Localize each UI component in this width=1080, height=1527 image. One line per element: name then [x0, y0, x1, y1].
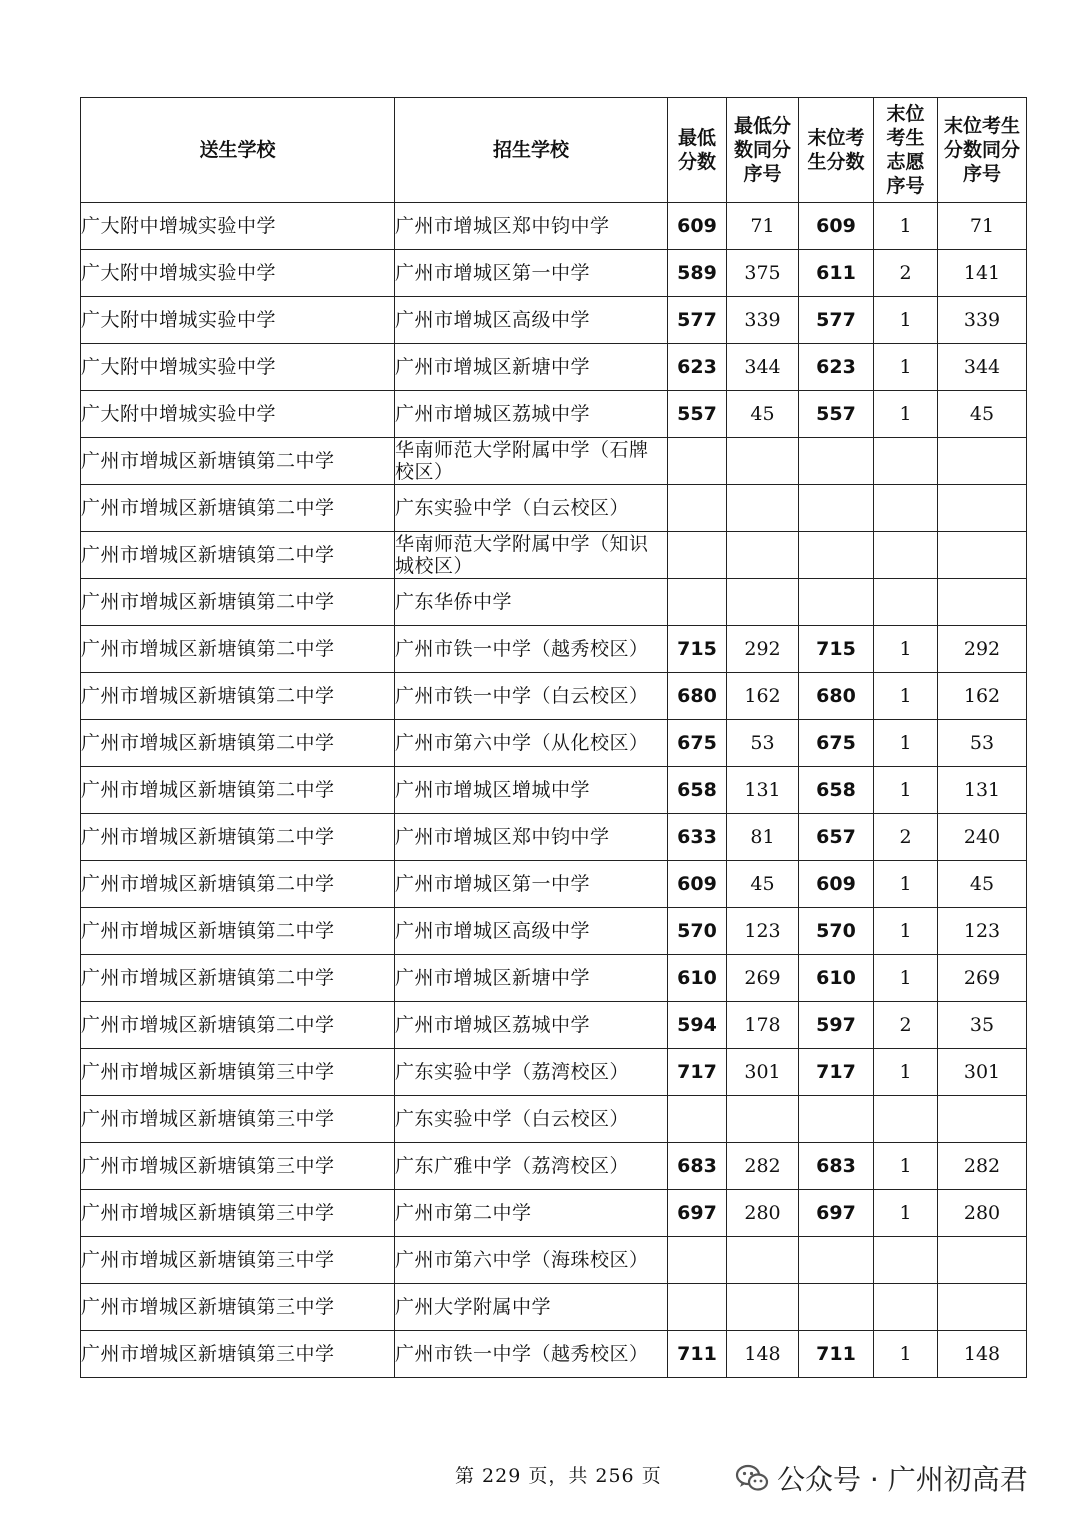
sender-school-cell: 广州市增城区新塘镇第三中学 [81, 1049, 395, 1096]
min-score-cell [668, 1096, 727, 1143]
last-score-rank-cell: 45 [938, 391, 1027, 438]
last-wish-order-cell: 1 [874, 1049, 938, 1096]
last-score-cell: 597 [799, 1002, 874, 1049]
last-wish-order-cell: 1 [874, 1190, 938, 1237]
min-score-rank-cell: 123 [727, 908, 799, 955]
sender-school-cell: 广州市增城区新塘镇第二中学 [81, 438, 395, 485]
recruiting-school-cell: 广州市铁一中学（白云校区） [395, 673, 668, 720]
last-score-rank-cell [938, 579, 1027, 626]
min-score-rank-cell: 162 [727, 673, 799, 720]
last-score-rank-cell: 53 [938, 720, 1027, 767]
sender-school-cell: 广大附中增城实验中学 [81, 203, 395, 250]
sender-school-cell: 广大附中增城实验中学 [81, 297, 395, 344]
sender-school-cell: 广州市增城区新塘镇第二中学 [81, 579, 395, 626]
header-sender-school: 送生学校 [81, 98, 395, 203]
table-row [81, 1284, 1027, 1331]
last-wish-order-cell: 1 [874, 344, 938, 391]
min-score-rank-cell: 269 [727, 955, 799, 1002]
min-score-cell: 609 [668, 861, 727, 908]
header-last-wish-order: 末位 考生 志愿 序号 [874, 98, 938, 203]
last-score-rank-cell: 148 [938, 1331, 1027, 1378]
min-score-cell [668, 579, 727, 626]
recruiting-school-cell: 广州市增城区增城中学 [395, 767, 668, 814]
header-last-score: 末位考 生分数 [799, 98, 874, 203]
min-score-rank-cell: 339 [727, 297, 799, 344]
min-score-cell: 711 [668, 1331, 727, 1378]
last-score-cell: 711 [799, 1331, 874, 1378]
table-row [81, 297, 1027, 344]
min-score-rank-cell [727, 1096, 799, 1143]
table-row [81, 1049, 1027, 1096]
last-wish-order-cell [874, 579, 938, 626]
min-score-rank-cell: 81 [727, 814, 799, 861]
last-wish-order-cell: 2 [874, 250, 938, 297]
sender-school-cell: 广州市增城区新塘镇第三中学 [81, 1096, 395, 1143]
last-score-cell: 697 [799, 1190, 874, 1237]
sender-school-cell: 广州市增城区新塘镇第二中学 [81, 626, 395, 673]
last-score-cell [799, 485, 874, 532]
sender-school-cell: 广州市增城区新塘镇第二中学 [81, 720, 395, 767]
min-score-rank-cell [727, 1237, 799, 1284]
last-score-cell: 683 [799, 1143, 874, 1190]
table-row [81, 1143, 1027, 1190]
last-wish-order-cell: 1 [874, 720, 938, 767]
recruiting-school-cell: 广州市第六中学（从化校区） [395, 720, 668, 767]
recruiting-school-cell: 广东实验中学（荔湾校区） [395, 1049, 668, 1096]
min-score-cell: 609 [668, 203, 727, 250]
last-score-cell: 609 [799, 203, 874, 250]
min-score-rank-cell: 53 [727, 720, 799, 767]
table-row [81, 1096, 1027, 1143]
table-row [81, 438, 1027, 485]
recruiting-school-cell: 广州大学附属中学 [395, 1284, 668, 1331]
table-row [81, 203, 1027, 250]
sender-school-cell: 广州市增城区新塘镇第三中学 [81, 1284, 395, 1331]
last-score-cell [799, 1096, 874, 1143]
last-score-rank-cell: 131 [938, 767, 1027, 814]
min-score-cell [668, 1284, 727, 1331]
min-score-rank-cell: 45 [727, 861, 799, 908]
sender-school-cell: 广州市增城区新塘镇第二中学 [81, 485, 395, 532]
recruiting-school-cell: 广州市第六中学（海珠校区） [395, 1237, 668, 1284]
table-row [81, 1002, 1027, 1049]
last-score-cell: 557 [799, 391, 874, 438]
table-row [81, 485, 1027, 532]
last-score-rank-cell [938, 438, 1027, 485]
last-wish-order-cell [874, 532, 938, 579]
last-score-cell [799, 1237, 874, 1284]
last-wish-order-cell: 1 [874, 203, 938, 250]
last-wish-order-cell: 1 [874, 626, 938, 673]
table-row [81, 767, 1027, 814]
wechat-icon [735, 1461, 769, 1495]
sender-school-cell: 广州市增城区新塘镇第二中学 [81, 673, 395, 720]
last-wish-order-cell: 1 [874, 861, 938, 908]
last-score-rank-cell: 45 [938, 861, 1027, 908]
last-score-rank-cell [938, 532, 1027, 579]
last-wish-order-cell: 1 [874, 673, 938, 720]
header-last-score-rank: 末位考生 分数同分 序号 [938, 98, 1027, 203]
recruiting-school-cell: 广州市增城区第一中学 [395, 861, 668, 908]
min-score-cell [668, 532, 727, 579]
sender-school-cell: 广州市增城区新塘镇第三中学 [81, 1331, 395, 1378]
last-score-rank-cell: 292 [938, 626, 1027, 673]
last-wish-order-cell [874, 485, 938, 532]
min-score-rank-cell: 301 [727, 1049, 799, 1096]
recruiting-school-cell: 广州市铁一中学（越秀校区） [395, 1331, 668, 1378]
table-row [81, 391, 1027, 438]
table-row [81, 532, 1027, 579]
min-score-cell: 610 [668, 955, 727, 1002]
last-score-rank-cell: 301 [938, 1049, 1027, 1096]
recruiting-school-cell: 广州市第二中学 [395, 1190, 668, 1237]
last-wish-order-cell [874, 1096, 938, 1143]
min-score-cell: 577 [668, 297, 727, 344]
last-score-rank-cell: 344 [938, 344, 1027, 391]
min-score-rank-cell: 282 [727, 1143, 799, 1190]
recruiting-school-cell: 广州市增城区郑中钧中学 [395, 814, 668, 861]
last-score-rank-cell: 280 [938, 1190, 1027, 1237]
last-wish-order-cell: 2 [874, 1002, 938, 1049]
min-score-rank-cell [727, 579, 799, 626]
watermark [735, 1458, 1028, 1498]
sender-school-cell: 广大附中增城实验中学 [81, 250, 395, 297]
last-score-rank-cell [938, 1284, 1027, 1331]
header-min-score: 最低 分数 [668, 98, 727, 203]
sender-school-cell: 广州市增城区新塘镇第二中学 [81, 955, 395, 1002]
table-row [81, 861, 1027, 908]
last-score-cell [799, 438, 874, 485]
last-score-cell: 623 [799, 344, 874, 391]
last-score-rank-cell: 269 [938, 955, 1027, 1002]
min-score-cell: 675 [668, 720, 727, 767]
recruiting-school-cell: 广州市增城区郑中钧中学 [395, 203, 668, 250]
min-score-cell: 633 [668, 814, 727, 861]
last-score-cell: 658 [799, 767, 874, 814]
admission-score-table [80, 97, 1027, 1378]
last-wish-order-cell: 1 [874, 1143, 938, 1190]
table-row [81, 579, 1027, 626]
last-score-rank-cell: 123 [938, 908, 1027, 955]
min-score-cell [668, 1237, 727, 1284]
last-wish-order-cell [874, 1284, 938, 1331]
recruiting-school-cell: 广州市增城区高级中学 [395, 908, 668, 955]
min-score-cell: 594 [668, 1002, 727, 1049]
recruiting-school-cell: 广东实验中学（白云校区） [395, 485, 668, 532]
last-score-rank-cell: 240 [938, 814, 1027, 861]
table-row [81, 1190, 1027, 1237]
last-wish-order-cell: 1 [874, 1331, 938, 1378]
recruiting-school-cell: 广州市铁一中学（越秀校区） [395, 626, 668, 673]
recruiting-school-cell: 华南师范大学附属中学（石牌校区） [395, 438, 668, 485]
last-score-rank-cell: 282 [938, 1143, 1027, 1190]
last-score-rank-cell: 35 [938, 1002, 1027, 1049]
recruiting-school-cell: 广州市增城区荔城中学 [395, 391, 668, 438]
recruiting-school-cell: 广州市增城区新塘中学 [395, 955, 668, 1002]
table-row [81, 955, 1027, 1002]
min-score-rank-cell: 344 [727, 344, 799, 391]
page-number: 第 229 页，共 256 页 [455, 1465, 662, 1487]
last-score-rank-cell: 339 [938, 297, 1027, 344]
table-row [81, 626, 1027, 673]
min-score-rank-cell: 178 [727, 1002, 799, 1049]
sender-school-cell: 广州市增城区新塘镇第二中学 [81, 908, 395, 955]
sender-school-cell: 广州市增城区新塘镇第二中学 [81, 814, 395, 861]
table-row [81, 250, 1027, 297]
last-wish-order-cell: 1 [874, 391, 938, 438]
min-score-rank-cell: 375 [727, 250, 799, 297]
min-score-rank-cell: 292 [727, 626, 799, 673]
last-score-cell: 680 [799, 673, 874, 720]
min-score-rank-cell: 71 [727, 203, 799, 250]
last-wish-order-cell: 1 [874, 908, 938, 955]
last-score-rank-cell [938, 485, 1027, 532]
min-score-cell: 658 [668, 767, 727, 814]
sender-school-cell: 广州市增城区新塘镇第二中学 [81, 767, 395, 814]
last-score-cell: 570 [799, 908, 874, 955]
min-score-cell: 683 [668, 1143, 727, 1190]
table-row [81, 1331, 1027, 1378]
last-score-cell [799, 579, 874, 626]
last-score-cell: 610 [799, 955, 874, 1002]
recruiting-school-cell: 广州市增城区荔城中学 [395, 1002, 668, 1049]
last-score-rank-cell: 141 [938, 250, 1027, 297]
min-score-cell: 715 [668, 626, 727, 673]
recruiting-school-cell: 广东实验中学（白云校区） [395, 1096, 668, 1143]
sender-school-cell: 广州市增城区新塘镇第三中学 [81, 1143, 395, 1190]
last-score-cell: 657 [799, 814, 874, 861]
table-row [81, 673, 1027, 720]
min-score-rank-cell [727, 485, 799, 532]
table-row [81, 720, 1027, 767]
last-score-cell [799, 532, 874, 579]
watermark-text: 公众号 · 广州初高君 [777, 1463, 1028, 1496]
min-score-rank-cell: 45 [727, 391, 799, 438]
last-wish-order-cell: 1 [874, 297, 938, 344]
last-score-rank-cell: 71 [938, 203, 1027, 250]
last-wish-order-cell: 1 [874, 955, 938, 1002]
last-score-cell: 577 [799, 297, 874, 344]
last-wish-order-cell [874, 1237, 938, 1284]
last-score-cell: 717 [799, 1049, 874, 1096]
min-score-rank-cell [727, 1284, 799, 1331]
min-score-cell [668, 438, 727, 485]
sender-school-cell: 广大附中增城实验中学 [81, 391, 395, 438]
recruiting-school-cell: 广东华侨中学 [395, 579, 668, 626]
min-score-rank-cell [727, 438, 799, 485]
min-score-cell: 570 [668, 908, 727, 955]
recruiting-school-cell: 广东广雅中学（荔湾校区） [395, 1143, 668, 1190]
table-row [81, 1237, 1027, 1284]
min-score-cell: 697 [668, 1190, 727, 1237]
sender-school-cell: 广州市增城区新塘镇第二中学 [81, 532, 395, 579]
recruiting-school-cell: 广州市增城区第一中学 [395, 250, 668, 297]
table-row [81, 344, 1027, 391]
header-min-score-rank: 最低分 数同分 序号 [727, 98, 799, 203]
last-score-cell: 611 [799, 250, 874, 297]
last-wish-order-cell: 2 [874, 814, 938, 861]
last-score-cell: 609 [799, 861, 874, 908]
last-score-cell: 675 [799, 720, 874, 767]
table-row [81, 908, 1027, 955]
min-score-rank-cell: 131 [727, 767, 799, 814]
sender-school-cell: 广州市增城区新塘镇第三中学 [81, 1237, 395, 1284]
sender-school-cell: 广州市增城区新塘镇第二中学 [81, 861, 395, 908]
header-recruiting-school: 招生学校 [395, 98, 668, 203]
last-wish-order-cell [874, 438, 938, 485]
min-score-rank-cell [727, 532, 799, 579]
last-score-cell: 715 [799, 626, 874, 673]
last-score-rank-cell [938, 1237, 1027, 1284]
min-score-cell: 557 [668, 391, 727, 438]
min-score-cell: 589 [668, 250, 727, 297]
sender-school-cell: 广大附中增城实验中学 [81, 344, 395, 391]
min-score-cell: 623 [668, 344, 727, 391]
sender-school-cell: 广州市增城区新塘镇第三中学 [81, 1190, 395, 1237]
last-score-rank-cell [938, 1096, 1027, 1143]
last-wish-order-cell: 1 [874, 767, 938, 814]
table-row [81, 814, 1027, 861]
sender-school-cell: 广州市增城区新塘镇第二中学 [81, 1002, 395, 1049]
min-score-rank-cell: 280 [727, 1190, 799, 1237]
recruiting-school-cell: 华南师范大学附属中学（知识城校区） [395, 532, 668, 579]
recruiting-school-cell: 广州市增城区高级中学 [395, 297, 668, 344]
table-header-row [81, 98, 1027, 203]
last-score-cell [799, 1284, 874, 1331]
recruiting-school-cell: 广州市增城区新塘中学 [395, 344, 668, 391]
last-score-rank-cell: 162 [938, 673, 1027, 720]
min-score-cell: 680 [668, 673, 727, 720]
min-score-cell: 717 [668, 1049, 727, 1096]
min-score-rank-cell: 148 [727, 1331, 799, 1378]
min-score-cell [668, 485, 727, 532]
